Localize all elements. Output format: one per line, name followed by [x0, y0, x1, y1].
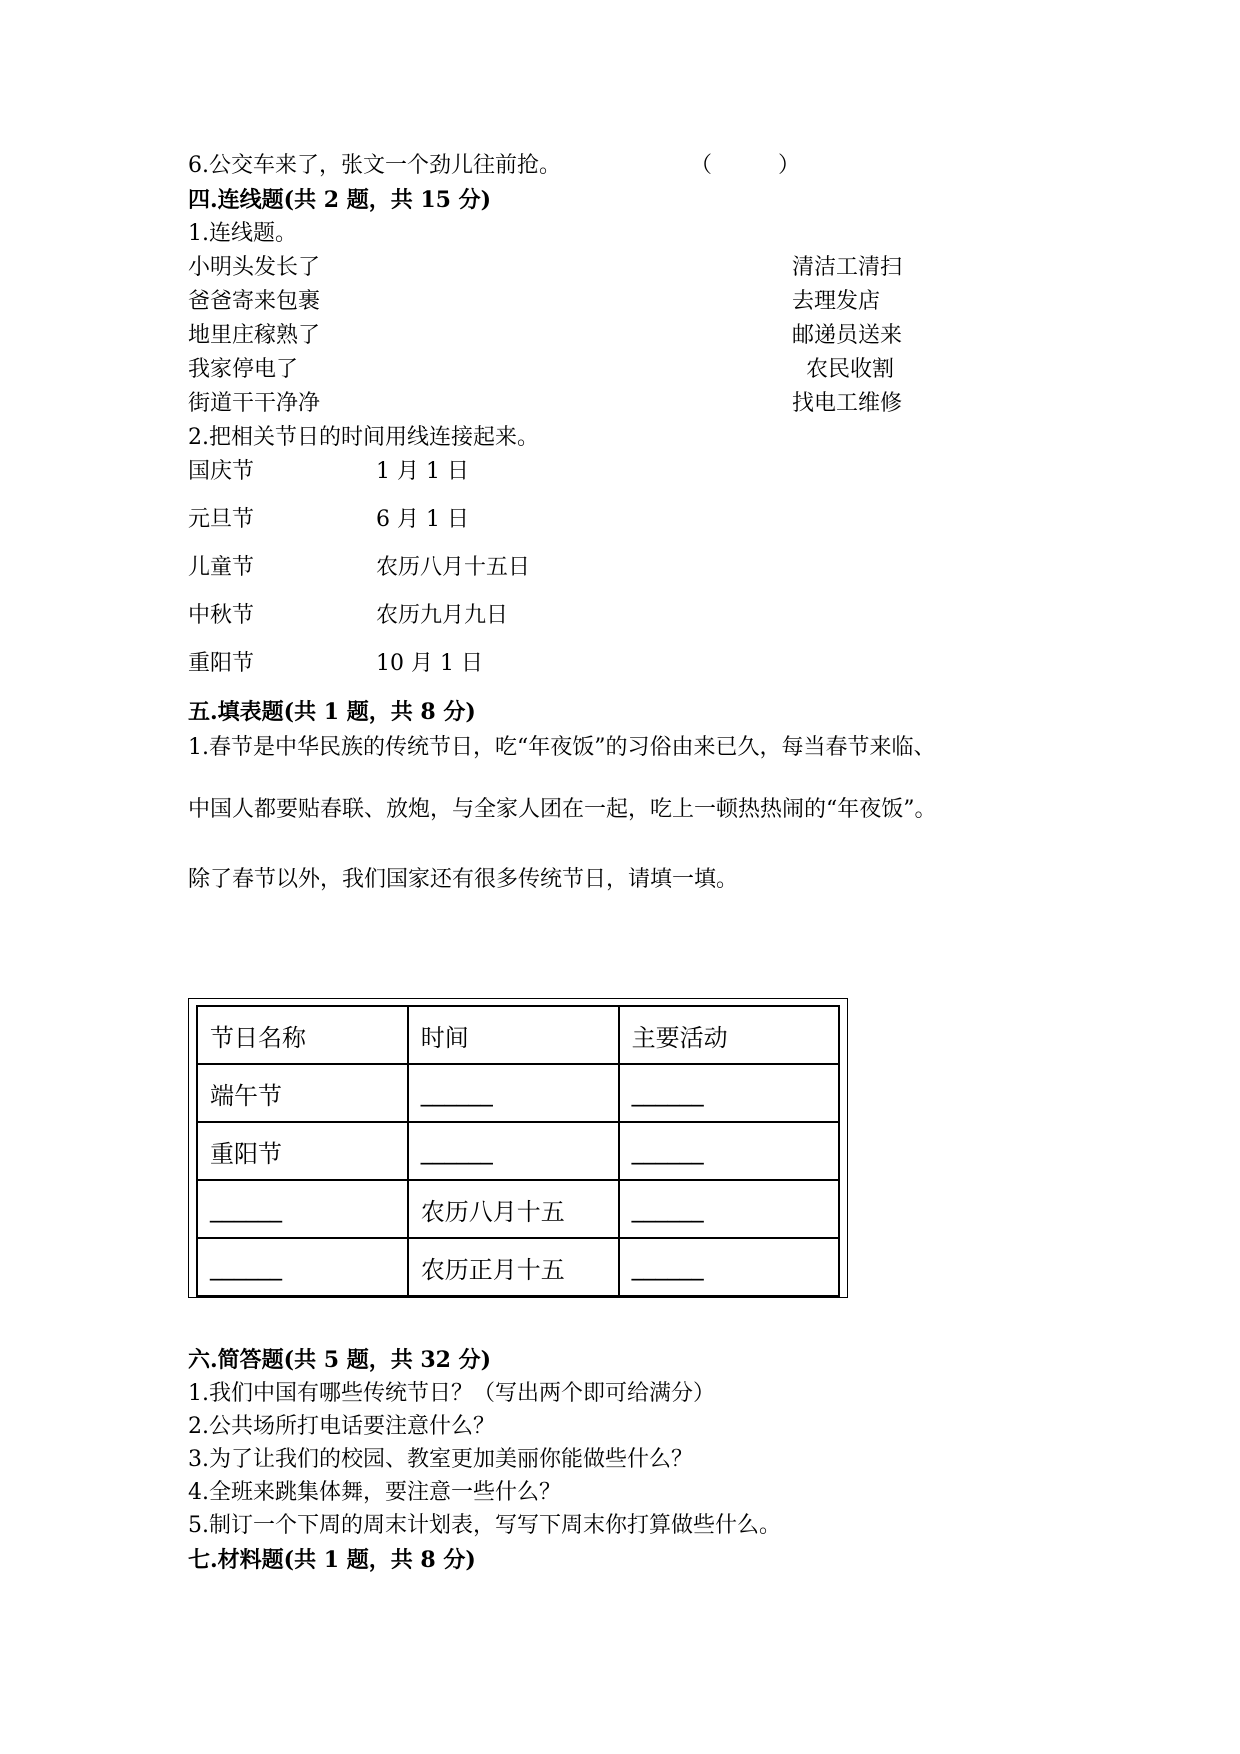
- question-item: 3.为了让我们的校园、教室更加美丽你能做些什么？: [188, 1447, 693, 1472]
- matching-q1-left-item: 地里庄稼熟了: [188, 323, 321, 348]
- matching-q1-title: 1.连线题。: [188, 221, 297, 246]
- matching-q1-right-item: 清洁工清扫: [792, 255, 903, 280]
- blank-cell[interactable]: ______: [619, 1238, 839, 1296]
- festival-table: [196, 1005, 840, 1297]
- section-5-heading: 五.填表题(共 1 题，共 8 分): [188, 699, 476, 725]
- paragraph-line: 1.春节是中华民族的传统节日，吃“年夜饭”的习俗由来已久，每当春节来临、: [188, 735, 936, 760]
- blank-cell[interactable]: ______: [619, 1180, 839, 1238]
- festival-name: 元旦节: [188, 507, 255, 532]
- blank-cell[interactable]: ______: [197, 1180, 408, 1238]
- matching-q1-left-item: 小明头发长了: [188, 255, 321, 280]
- matching-q1-right-item: 农民收割: [806, 357, 895, 382]
- table-cell: 端午节: [197, 1064, 408, 1122]
- table-cell: 节日名称: [197, 1006, 408, 1064]
- table-cell: 重阳节: [197, 1122, 408, 1180]
- festival-date: 农历九月九日: [376, 603, 509, 628]
- question-item: 1.我们中国有哪些传统节日？（写出两个即可给满分）: [188, 1381, 715, 1406]
- section-4-heading: 四.连线题(共 2 题，共 15 分): [188, 187, 492, 213]
- table-row: [197, 1180, 839, 1238]
- matching-q1-left-item: 爸爸寄来包裹: [188, 289, 321, 314]
- table-row: [197, 1238, 839, 1296]
- question-item: 2.公共场所打电话要注意什么？: [188, 1414, 495, 1439]
- blank-cell[interactable]: ______: [408, 1122, 619, 1180]
- matching-q2-title: 2.把相关节日的时间用线连接起来。: [188, 425, 539, 450]
- table-cell: 主要活动: [619, 1006, 839, 1064]
- table-cell: 时间: [408, 1006, 619, 1064]
- answer-parentheses: （ ）: [690, 153, 801, 178]
- blank-cell[interactable]: ______: [197, 1238, 408, 1296]
- matching-q1-right-item: 去理发店: [792, 289, 881, 314]
- matching-q1-right-item: 找电工维修: [792, 391, 903, 416]
- table-cell: 农历八月十五: [408, 1180, 619, 1238]
- question-item: 4.全班来跳集体舞，要注意一些什么？: [188, 1480, 561, 1505]
- festival-name: 重阳节: [188, 651, 255, 676]
- blank-cell[interactable]: ______: [619, 1064, 839, 1122]
- blank-cell[interactable]: ______: [619, 1122, 839, 1180]
- matching-q1-left-item: 我家停电了: [188, 357, 299, 382]
- festival-date: 1 月 1 日: [376, 459, 469, 484]
- matching-q1-right-item: 邮递员送来: [792, 323, 903, 348]
- section-7-heading: 七.材料题(共 1 题，共 8 分): [188, 1547, 476, 1573]
- table-cell: 农历正月十五: [408, 1238, 619, 1296]
- table-row: [197, 1122, 839, 1180]
- paragraph-line: 除了春节以外，我们国家还有很多传统节日，请填一填。: [188, 867, 739, 892]
- festival-name: 中秋节: [188, 603, 255, 628]
- question-item: 5.制订一个下周的周末计划表，写写下周末你打算做些什么。: [188, 1513, 781, 1538]
- judgement-item-6: 6.公交车来了，张文一个劲儿往前抢。: [188, 153, 561, 178]
- festival-name: 国庆节: [188, 459, 255, 484]
- paragraph-line: 中国人都要贴春联、放炮，与全家人团在一起，吃上一顿热热闹的“年夜饭”。: [188, 797, 937, 822]
- festival-date: 10 月 1 日: [376, 651, 483, 676]
- festival-name: 儿童节: [188, 555, 255, 580]
- festival-date: 农历八月十五日: [376, 555, 531, 580]
- table-header-row: [197, 1006, 839, 1064]
- festival-date: 6 月 1 日: [376, 507, 469, 532]
- section-6-heading: 六.简答题(共 5 题，共 32 分): [188, 1347, 492, 1373]
- blank-cell[interactable]: ______: [408, 1064, 619, 1122]
- table-row: [197, 1064, 839, 1122]
- matching-q1-left-item: 街道干干净净: [188, 391, 321, 416]
